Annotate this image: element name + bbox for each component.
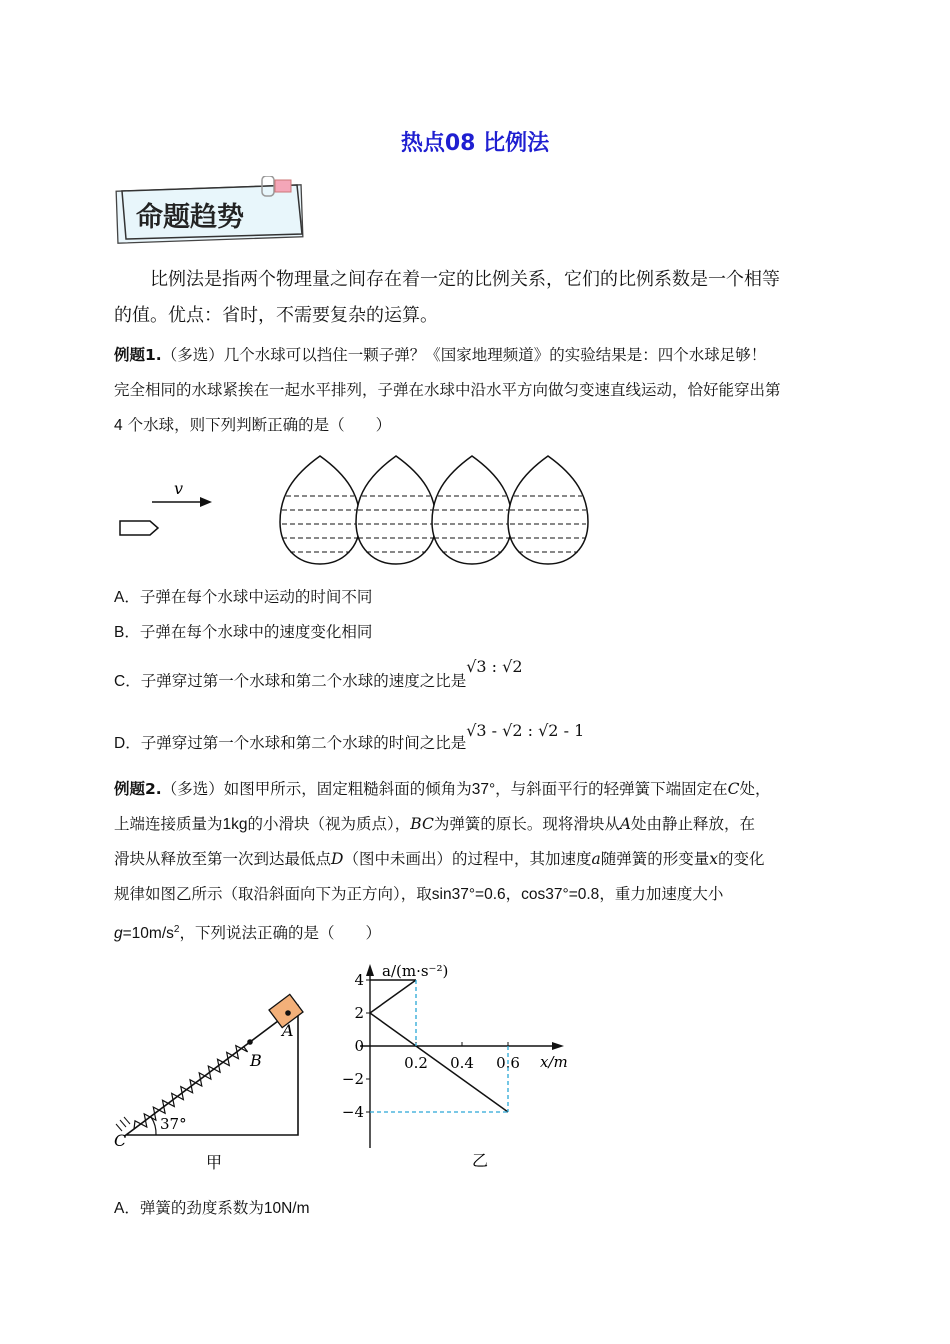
x-axis-arrow-icon: [552, 1042, 564, 1050]
example-1-line-3: 个水球，则下列判断正确的是（ ）: [127, 416, 392, 434]
label-a: A: [282, 1021, 294, 1040]
label-c: C: [114, 1131, 127, 1150]
option-letter: A．: [114, 1200, 140, 1217]
y-tick-label: −4: [341, 1103, 364, 1121]
text-span: sin37°=0.6: [431, 886, 506, 903]
velocity-label: v: [174, 479, 184, 498]
velocity-arrow-icon: [152, 497, 212, 507]
banner-text: 命题趋势: [136, 202, 244, 233]
example-2-label: 例题2.: [114, 780, 162, 798]
example-1-line-2: 完全相同的水球紧挨在一起水平排列，子弹在水球中沿水平方向做匀变速直线运动，恰好能穿出第: [114, 381, 781, 399]
water-balls-figure: [112, 448, 592, 574]
option-text: 子弹在每个水球中的速度变化相同: [139, 623, 373, 641]
option-a-2[interactable]: [114, 1197, 310, 1220]
option-d-1[interactable]: [114, 721, 585, 755]
text-span: 1kg: [222, 816, 248, 833]
acceleration-graph: [340, 956, 590, 1176]
text-span: ，下列说法正确的是（ ）: [179, 924, 381, 943]
line-rise: [370, 980, 416, 1013]
angle-label: 37°: [160, 1115, 187, 1133]
page-title: 热点08 比例法: [400, 131, 550, 156]
x-axis-label: x/m: [540, 1053, 568, 1071]
example-1-text: [114, 338, 840, 443]
example-2-text: [114, 772, 840, 951]
text-span: 滑块从释放至第一次到达最低点: [114, 850, 332, 868]
text-span: cos37°=0.8: [521, 886, 600, 903]
x-tick-label: 0.6: [496, 1054, 520, 1072]
text-span: A: [619, 815, 632, 833]
text-span: ，与斜面平行的轻弹簧下端固定在: [495, 780, 728, 798]
option-text: 子弹在每个水球中运动的时间不同: [139, 588, 373, 606]
bullet-shape: [120, 521, 158, 535]
option-text: 子弹穿过第一个水球和第二个水球的速度之比是: [140, 672, 467, 690]
point-b-dot: [247, 1039, 253, 1045]
x-tick-label: 0.4: [450, 1054, 474, 1072]
figure-caption-jia: 甲: [206, 1153, 223, 1172]
option-letter: A．: [114, 589, 140, 606]
text-span: 处由静止释放，在: [631, 815, 756, 833]
text-span: 的变化: [717, 850, 765, 868]
y-tick-label: 4: [354, 971, 364, 989]
water-ball: [356, 456, 436, 564]
figure-caption-yi: 乙: [472, 1151, 489, 1170]
text-span: =10m/s: [122, 925, 174, 943]
option-letter: D．: [114, 735, 141, 752]
wall-hatch: [116, 1117, 130, 1131]
text-span: x: [709, 850, 718, 868]
point-a-dot: [285, 1010, 291, 1016]
y-tick-label: −2: [341, 1070, 364, 1088]
intro-line-1: 比例法是指两个物理量之间存在着一定的比例关系，它们的比例系数是一个相等: [150, 269, 780, 290]
text-span: ，: [505, 885, 522, 903]
label-b: B: [250, 1051, 262, 1070]
example-1-label: 例题1.: [114, 346, 162, 364]
intro-paragraph: [114, 262, 836, 334]
line-main: [370, 1013, 508, 1112]
incline-figure: [112, 986, 312, 1176]
text-span: 处，: [739, 780, 771, 798]
option-text: 弹簧的劲度系数为: [139, 1199, 264, 1217]
text-span: ，重力加速度大小: [599, 885, 724, 903]
text-span: 规律如图乙所示（取沿斜面向下为正方向），取: [114, 885, 432, 903]
option-b-1[interactable]: [114, 621, 372, 644]
intro-line-2: 的值。优点：省时，不需要复杂的运算。: [114, 305, 438, 326]
incline-triangle: [126, 1006, 298, 1135]
text-span: 2: [173, 924, 180, 935]
text-span: （图中未画出）的过程中，其加速度: [343, 850, 592, 868]
text-span: 的小滑块（视为质点），: [247, 815, 411, 833]
text-span: 上端连接质量为: [114, 815, 223, 833]
water-ball: [508, 456, 588, 564]
text-span: a: [591, 850, 601, 868]
option-a-1[interactable]: [114, 586, 372, 609]
option-math: √3 - √2 : √2 - 1: [466, 721, 585, 740]
option-math: √3 : √2: [466, 657, 523, 676]
y-axis-arrow-icon: [366, 964, 374, 976]
option-letter: C．: [114, 673, 141, 690]
option-letter: B．: [114, 624, 140, 641]
section-banner: [112, 176, 308, 244]
example-1-ball-count: 4: [114, 417, 123, 434]
x-tick-label: 0.2: [404, 1054, 428, 1072]
option-value: 10N/m: [263, 1200, 310, 1217]
y-tick-label: 2: [354, 1004, 364, 1022]
option-text: 子弹穿过第一个水球和第二个水球的时间之比是: [140, 734, 467, 752]
option-c-1[interactable]: [114, 657, 523, 693]
water-balls-group: [280, 456, 588, 564]
example-1-line-1: （多选）几个水球可以挡住一颗子弹？《国家地理频道》的实验结果是：四个水球足够！: [161, 346, 767, 364]
text-span: g: [114, 925, 123, 943]
y-axis-label: a/(m·s⁻²): [382, 962, 449, 980]
text-span: BC: [410, 815, 434, 833]
text-span: C: [727, 780, 740, 798]
text-span: （多选）如图甲所示，固定粗糙斜面的倾角为: [161, 780, 472, 798]
y-tick-label: 0: [354, 1037, 364, 1055]
text-span: 为弹簧的原长。现将滑块从: [433, 815, 620, 833]
water-ball: [432, 456, 512, 564]
text-span: 37°: [471, 781, 496, 798]
water-ball: [280, 456, 360, 564]
text-span: D: [331, 850, 344, 868]
text-span: 随弹簧的形变量: [600, 850, 710, 868]
